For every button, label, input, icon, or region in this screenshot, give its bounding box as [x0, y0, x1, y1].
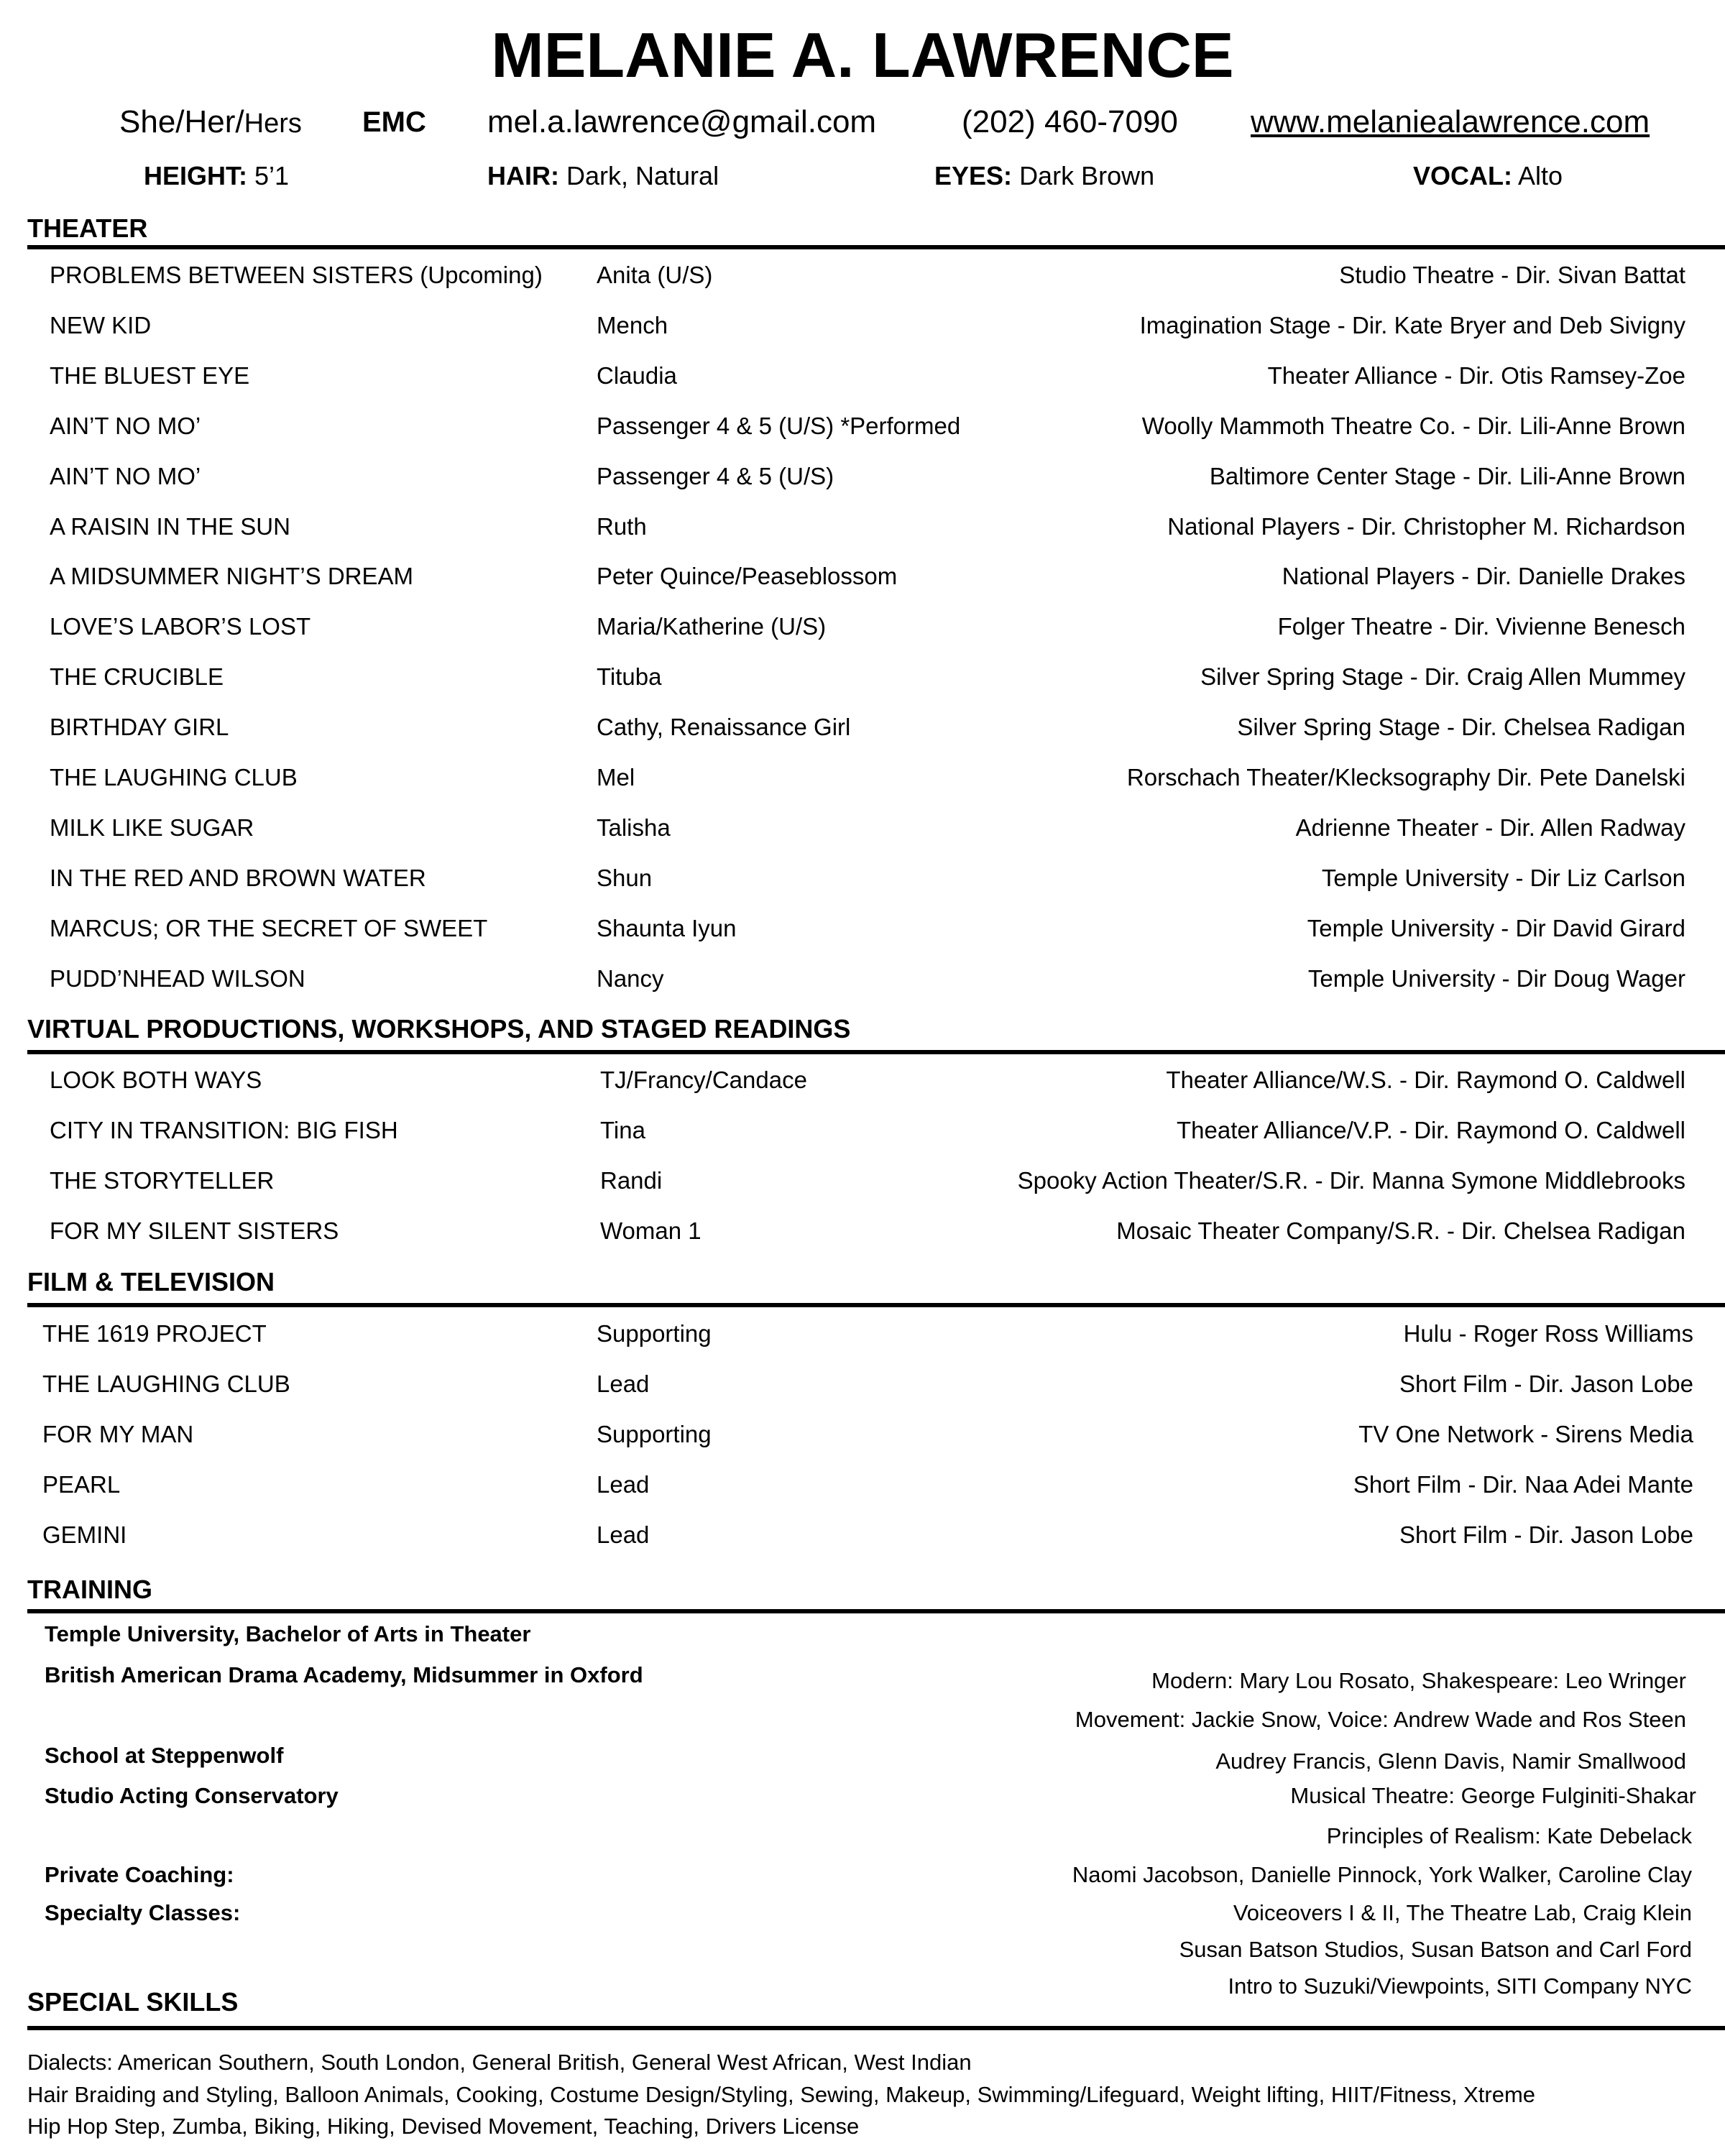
credit-role: Mench — [597, 311, 668, 338]
credit-role: Supporting — [597, 1420, 712, 1447]
credit-show: FOR MY MAN — [42, 1420, 194, 1447]
virtual-divider — [27, 1050, 1725, 1054]
credit-role: Ruth — [597, 512, 647, 540]
theater-credit-row — [0, 304, 1725, 347]
training-detail: Principles of Realism: Kate Debelack — [1326, 1823, 1692, 1848]
credit-role: Passenger 4 & 5 (U/S) *Performed — [597, 412, 961, 439]
credit-role: Maria/Katherine (U/S) — [597, 613, 827, 640]
credit-role: Lead — [597, 1370, 650, 1397]
vocal-value: Alto — [1518, 161, 1563, 190]
credit-company: Hulu - Roger Ross Williams — [1403, 1320, 1693, 1347]
theater-credit-row — [0, 907, 1725, 950]
height-stat — [144, 160, 289, 193]
credit-show: LOVE’S LABOR’S LOST — [50, 613, 311, 640]
credit-company: Theater Alliance/V.P. - Dir. Raymond O. Caldwell — [1176, 1116, 1685, 1143]
website-link[interactable]: www.melaniealawrence.com — [1251, 104, 1650, 139]
vocal-stat — [1413, 160, 1563, 193]
film-section-title: FILM & TELEVISION — [27, 1267, 275, 1296]
credit-role: Tituba — [597, 663, 662, 691]
credit-company: Spooky Action Theater/S.R. - Dir. Manna Symone Middlebrooks — [1017, 1166, 1685, 1194]
credit-role: Claudia — [597, 361, 677, 389]
credit-role: Woman 1 — [600, 1217, 702, 1244]
eyes-stat — [934, 160, 1154, 193]
credit-show: THE STORYTELLER — [50, 1166, 275, 1194]
theater-credit-row — [0, 605, 1725, 648]
credit-show: AIN’T NO MO’ — [50, 412, 201, 439]
email-link[interactable]: mel.a.lawrence@gmail.com — [487, 104, 877, 139]
theater-credit-row — [0, 857, 1725, 900]
credit-company: Temple University - Dir Liz Carlson — [1321, 864, 1685, 891]
training-school: Temple University, Bachelor of Arts in Theater — [45, 1621, 531, 1646]
theater-divider — [27, 245, 1725, 249]
credit-role: Anita (U/S) — [597, 262, 713, 288]
training-detail: Movement: Jackie Snow, Voice: Andrew Wade and Ros Steen — [1075, 1707, 1686, 1732]
credit-role: Lead — [597, 1470, 650, 1498]
training-school: School at Steppenwolf — [45, 1743, 284, 1768]
skills-line: Hair Braiding and Styling, Balloon Animals, Cooking, Costume Design/Styling, Sewing, Makeup, Swimming/Lifeguard, Weight lifting, HIIT/Fitness, Xtreme — [27, 2082, 1536, 2107]
theater-credit-row — [0, 555, 1725, 598]
theater-credit-row — [0, 455, 1725, 498]
credit-role: Shun — [597, 864, 653, 891]
training-school: Studio Acting Conservatory — [45, 1783, 339, 1808]
theater-credit-row — [0, 505, 1725, 548]
training-detail: Susan Batson Studios, Susan Batson and Carl Ford — [1179, 1937, 1692, 1962]
training-section-title: TRAINING — [27, 1575, 152, 1604]
credit-company: Silver Spring Stage - Dir. Chelsea Radigan — [1237, 714, 1685, 741]
theater-credit-row — [0, 957, 1725, 1000]
height-label: HEIGHT: — [144, 161, 247, 190]
virtual-credit-row — [0, 1059, 1725, 1102]
film-credit-row — [0, 1312, 1725, 1355]
phone-number: (202) 460-7090 — [962, 104, 1178, 139]
credit-company: Short Film - Dir. Jason Lobe — [1399, 1370, 1693, 1397]
credit-role: Tina — [600, 1116, 645, 1143]
credit-company: Silver Spring Stage - Dir. Craig Allen Mummey — [1200, 663, 1685, 691]
virtual-section-title: VIRTUAL PRODUCTIONS, WORKSHOPS, AND STAGED READINGS — [27, 1014, 851, 1044]
film-credit-row — [0, 1413, 1725, 1456]
skills-line: Dialects: American Southern, South London, General British, General West African, West Indian — [27, 2050, 972, 2075]
pronouns — [119, 101, 302, 145]
theater-credit-row — [0, 405, 1725, 448]
credit-role: Lead — [597, 1521, 650, 1548]
virtual-credit-row — [0, 1159, 1725, 1202]
training-detail: Musical Theatre: George Fulginiti-Shakar — [1290, 1783, 1696, 1808]
credit-company: Studio Theatre - Dir. Sivan Battat — [1339, 262, 1685, 288]
credit-company: Short Film - Dir. Jason Lobe — [1399, 1521, 1693, 1548]
training-school: British American Drama Academy, Midsummer in Oxford — [45, 1662, 643, 1687]
credit-show: FOR MY SILENT SISTERS — [50, 1217, 339, 1244]
actor-name: MELANIE A. LAWRENCE — [491, 19, 1234, 91]
credit-company: Rorschach Theater/Klecksography Dir. Pete Danelski — [1126, 764, 1685, 791]
theater-section-title: THEATER — [27, 213, 148, 243]
credit-company: National Players - Dir. Christopher M. Richardson — [1167, 512, 1685, 540]
skills-line: Hip Hop Step, Zumba, Biking, Hiking, Devised Movement, Teaching, Drivers License — [27, 2114, 860, 2139]
film-divider — [27, 1303, 1725, 1307]
credit-show: THE BLUEST EYE — [50, 361, 250, 389]
credit-show: IN THE RED AND BROWN WATER — [50, 864, 426, 891]
credit-show: PUDD’NHEAD WILSON — [50, 964, 305, 992]
credit-show: MARCUS; OR THE SECRET OF SWEET — [50, 914, 488, 941]
credit-company: Woolly Mammoth Theatre Co. - Dir. Lili-Anne Brown — [1141, 412, 1685, 439]
union-status: EMC — [362, 106, 426, 138]
theater-credit-row — [0, 806, 1725, 849]
eyes-value: Dark Brown — [1019, 161, 1155, 190]
credit-company: Adrienne Theater - Dir. Allen Radway — [1295, 814, 1685, 841]
skills-divider — [27, 2026, 1725, 2030]
credit-company: Temple University - Dir Doug Wager — [1307, 964, 1685, 992]
credit-role: TJ/Francy/Candace — [600, 1067, 807, 1093]
vocal-label: VOCAL: — [1413, 161, 1512, 190]
credit-company: Temple University - Dir David Girard — [1307, 914, 1685, 941]
credit-company: TV One Network - Sirens Media — [1358, 1420, 1693, 1447]
credit-show: GEMINI — [42, 1521, 127, 1548]
credit-show: CITY IN TRANSITION: BIG FISH — [50, 1116, 398, 1143]
virtual-credit-row — [0, 1210, 1725, 1253]
film-credit-row — [0, 1514, 1725, 1557]
virtual-credit-row — [0, 1109, 1725, 1152]
training-divider — [27, 1609, 1725, 1613]
pronouns-main: She/Her/ — [119, 104, 244, 139]
theater-credit-row — [0, 655, 1725, 699]
credit-show: AIN’T NO MO’ — [50, 462, 201, 489]
credit-role: Randi — [600, 1166, 663, 1194]
training-school: Private Coaching: — [45, 1862, 234, 1887]
credit-show: PEARL — [42, 1470, 121, 1498]
credit-role: Peter Quince/Peaseblossom — [597, 563, 898, 590]
credit-show: LOOK BOTH WAYS — [50, 1067, 262, 1093]
theater-credit-row — [0, 756, 1725, 799]
credit-show: NEW KID — [50, 311, 152, 338]
training-detail: Audrey Francis, Glenn Davis, Namir Smallwood — [1215, 1749, 1686, 1774]
credit-role: Supporting — [597, 1320, 712, 1347]
credit-company: Theater Alliance - Dir. Otis Ramsey-Zoe — [1267, 361, 1685, 389]
credit-show: BIRTHDAY GIRL — [50, 714, 229, 741]
pronouns-small: Hers — [244, 109, 302, 139]
theater-credit-row — [0, 254, 1725, 297]
film-credit-row — [0, 1463, 1725, 1506]
training-school: Specialty Classes: — [45, 1900, 241, 1925]
film-credit-row — [0, 1363, 1725, 1406]
training-detail: Modern: Mary Lou Rosato, Shakespeare: Leo Wringer — [1151, 1668, 1686, 1693]
training-detail: Intro to Suzuki/Viewpoints, SITI Company NYC — [1228, 1973, 1692, 1999]
height-value: 5’1 — [254, 161, 290, 190]
hair-stat — [487, 160, 719, 193]
theater-credit-row — [0, 354, 1725, 397]
credit-role: Talisha — [597, 814, 671, 841]
eyes-label: EYES: — [934, 161, 1013, 190]
credit-role: Passenger 4 & 5 (U/S) — [597, 462, 834, 489]
credit-company: Folger Theatre - Dir. Vivienne Benesch — [1277, 613, 1685, 640]
credit-company: Mosaic Theater Company/S.R. - Dir. Chelsea Radigan — [1116, 1217, 1685, 1244]
theater-credit-row — [0, 706, 1725, 749]
hair-label: HAIR: — [487, 161, 559, 190]
credit-role: Mel — [597, 764, 635, 791]
credit-show: A MIDSUMMER NIGHT’S DREAM — [50, 563, 414, 590]
training-detail: Naomi Jacobson, Danielle Pinnock, York Walker, Caroline Clay — [1072, 1862, 1692, 1887]
credit-company: Theater Alliance/W.S. - Dir. Raymond O. Caldwell — [1166, 1067, 1685, 1093]
credit-show: PROBLEMS BETWEEN SISTERS (Upcoming) — [50, 262, 543, 288]
skills-section-title: SPECIAL SKILLS — [27, 1987, 239, 2017]
credit-show: MILK LIKE SUGAR — [50, 814, 254, 841]
credit-company: Baltimore Center Stage - Dir. Lili-Anne Brown — [1209, 462, 1685, 489]
credit-role: Nancy — [597, 964, 664, 992]
credit-role: Cathy, Renaissance Girl — [597, 714, 851, 741]
credit-show: THE 1619 PROJECT — [42, 1320, 267, 1347]
credit-show: THE LAUGHING CLUB — [42, 1370, 290, 1397]
credit-company: Imagination Stage - Dir. Kate Bryer and Deb Sivigny — [1139, 311, 1685, 338]
credit-role: Shaunta Iyun — [597, 914, 737, 941]
credit-show: THE CRUCIBLE — [50, 663, 224, 691]
credit-company: Short Film - Dir. Naa Adei Mante — [1353, 1470, 1693, 1498]
credit-show: THE LAUGHING CLUB — [50, 764, 298, 791]
training-detail: Voiceovers I & II, The Theatre Lab, Craig Klein — [1233, 1900, 1692, 1925]
hair-value: Dark, Natural — [566, 161, 719, 190]
credit-show: A RAISIN IN THE SUN — [50, 512, 290, 540]
credit-company: National Players - Dir. Danielle Drakes — [1282, 563, 1685, 590]
